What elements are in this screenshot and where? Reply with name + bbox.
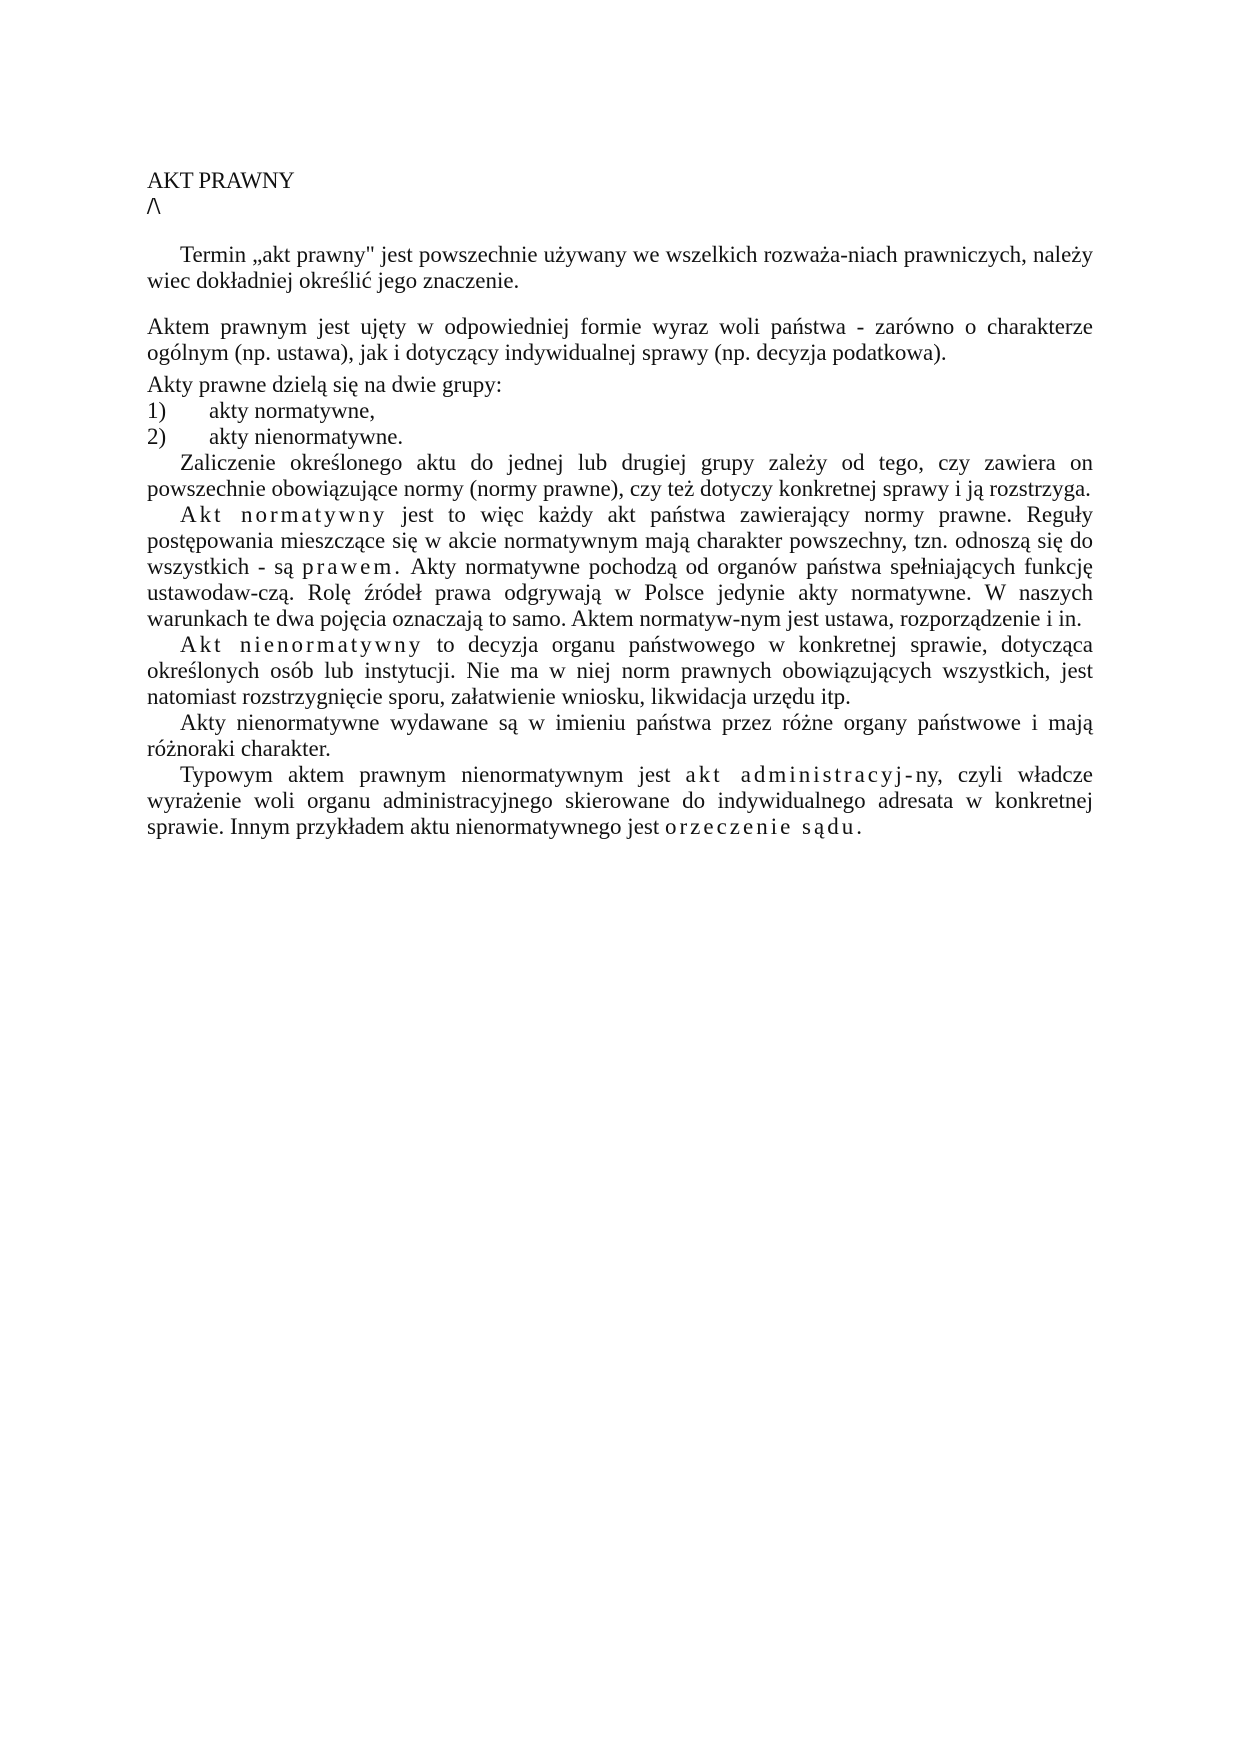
list-item-number: 2) bbox=[147, 424, 167, 449]
paragraph-classification: Zaliczenie określonego aktu do jednej lub drugiej grupy zależy od tego, czy zawiera on powszechnie obowiązujące normy (normy prawne), czy też dotyczy konkretnej sprawy i ją rozstrzyga. bbox=[147, 450, 1093, 501]
list-item-text: akty normatywne, bbox=[209, 398, 376, 423]
term-law: prawem. bbox=[302, 554, 403, 579]
paragraph-non-normative-act bbox=[147, 632, 1093, 710]
term-court-ruling: orzeczenie sądu. bbox=[665, 814, 865, 839]
paragraph-administrative-act bbox=[147, 762, 1093, 840]
paragraph-non-normative-text: to decyzja organu państwowego w konkretnej sprawie, dotycząca określonych osób lub instytucji. Nie ma w niej norm prawnych obowiązujących wszystkich, jest natomiast rozstrzygnięcie sporu, załatwienie wniosku, likwidacja urzędu itp. bbox=[147, 632, 1093, 709]
paragraph-definition: Aktem prawnym jest ujęty w odpowiedniej formie wyraz woli państwa - zarówno o charakterze ogólnym (np. ustawa), jak i dotyczący indywidualnej sprawy (np. decyzja podatkowa). bbox=[147, 314, 1093, 365]
paragraph-normative-text1: jest to więc każdy akt państwa zawierający normy prawne. Reguły postępowania mieszczące się w akcie normatywnym mają charakter powszechny, tzn. odnoszą się do wszystkich - są bbox=[147, 502, 1093, 579]
paragraph-administrative-text1: Typowym aktem prawnym nienormatywnym jest bbox=[180, 762, 686, 787]
paragraph-groups-intro: Akty prawne dzielą się na dwie grupy: bbox=[147, 372, 503, 397]
paragraph-non-normative-issuers: Akty nienormatywne wydawane są w imieniu państwa przez różne organy państwowe i mają różnoraki charakter. bbox=[147, 710, 1093, 761]
paragraph-normative-act bbox=[147, 502, 1093, 632]
term-non-normative-act: Akt nienormatywny bbox=[180, 632, 424, 657]
paragraph-normative-text2: Akty normatywne pochodzą od organów państwa spełniających funkcję ustawodaw-czą. Rolę źródeł prawa odgrywają w Polsce jedynie akty normatywne. W naszych warunkach te dwa pojęcia oznaczają to samo. Aktem normatyw-nym jest ustawa, rozporządzenie i in. bbox=[147, 554, 1093, 631]
list-item-number: 1) bbox=[147, 398, 167, 423]
list-item bbox=[147, 398, 1093, 424]
list-item bbox=[147, 424, 1093, 450]
title-mark: /\ bbox=[147, 194, 161, 220]
paragraph-administrative-text2: ny, czyli władcze wyrażenie woli organu administracyjnego skierowane do indywidualnego adresata w konkretnej sprawie. Innym przykładem aktu nienormatywnego jest bbox=[147, 762, 1093, 839]
document-title: AKT PRAWNY bbox=[147, 168, 295, 193]
paragraph-intro: Termin „akt prawny" jest powszechnie używany we wszelkich rozważa-niach prawniczych, należy wiec dokładniej określić jego znaczenie. bbox=[147, 242, 1093, 293]
groups-list bbox=[147, 398, 1093, 450]
term-administrative-act: akt administracyj- bbox=[685, 762, 916, 787]
list-item-text: akty nienormatywne. bbox=[209, 424, 404, 449]
document-content bbox=[147, 168, 1093, 840]
term-normative-act: Akt normatywny bbox=[180, 502, 388, 527]
